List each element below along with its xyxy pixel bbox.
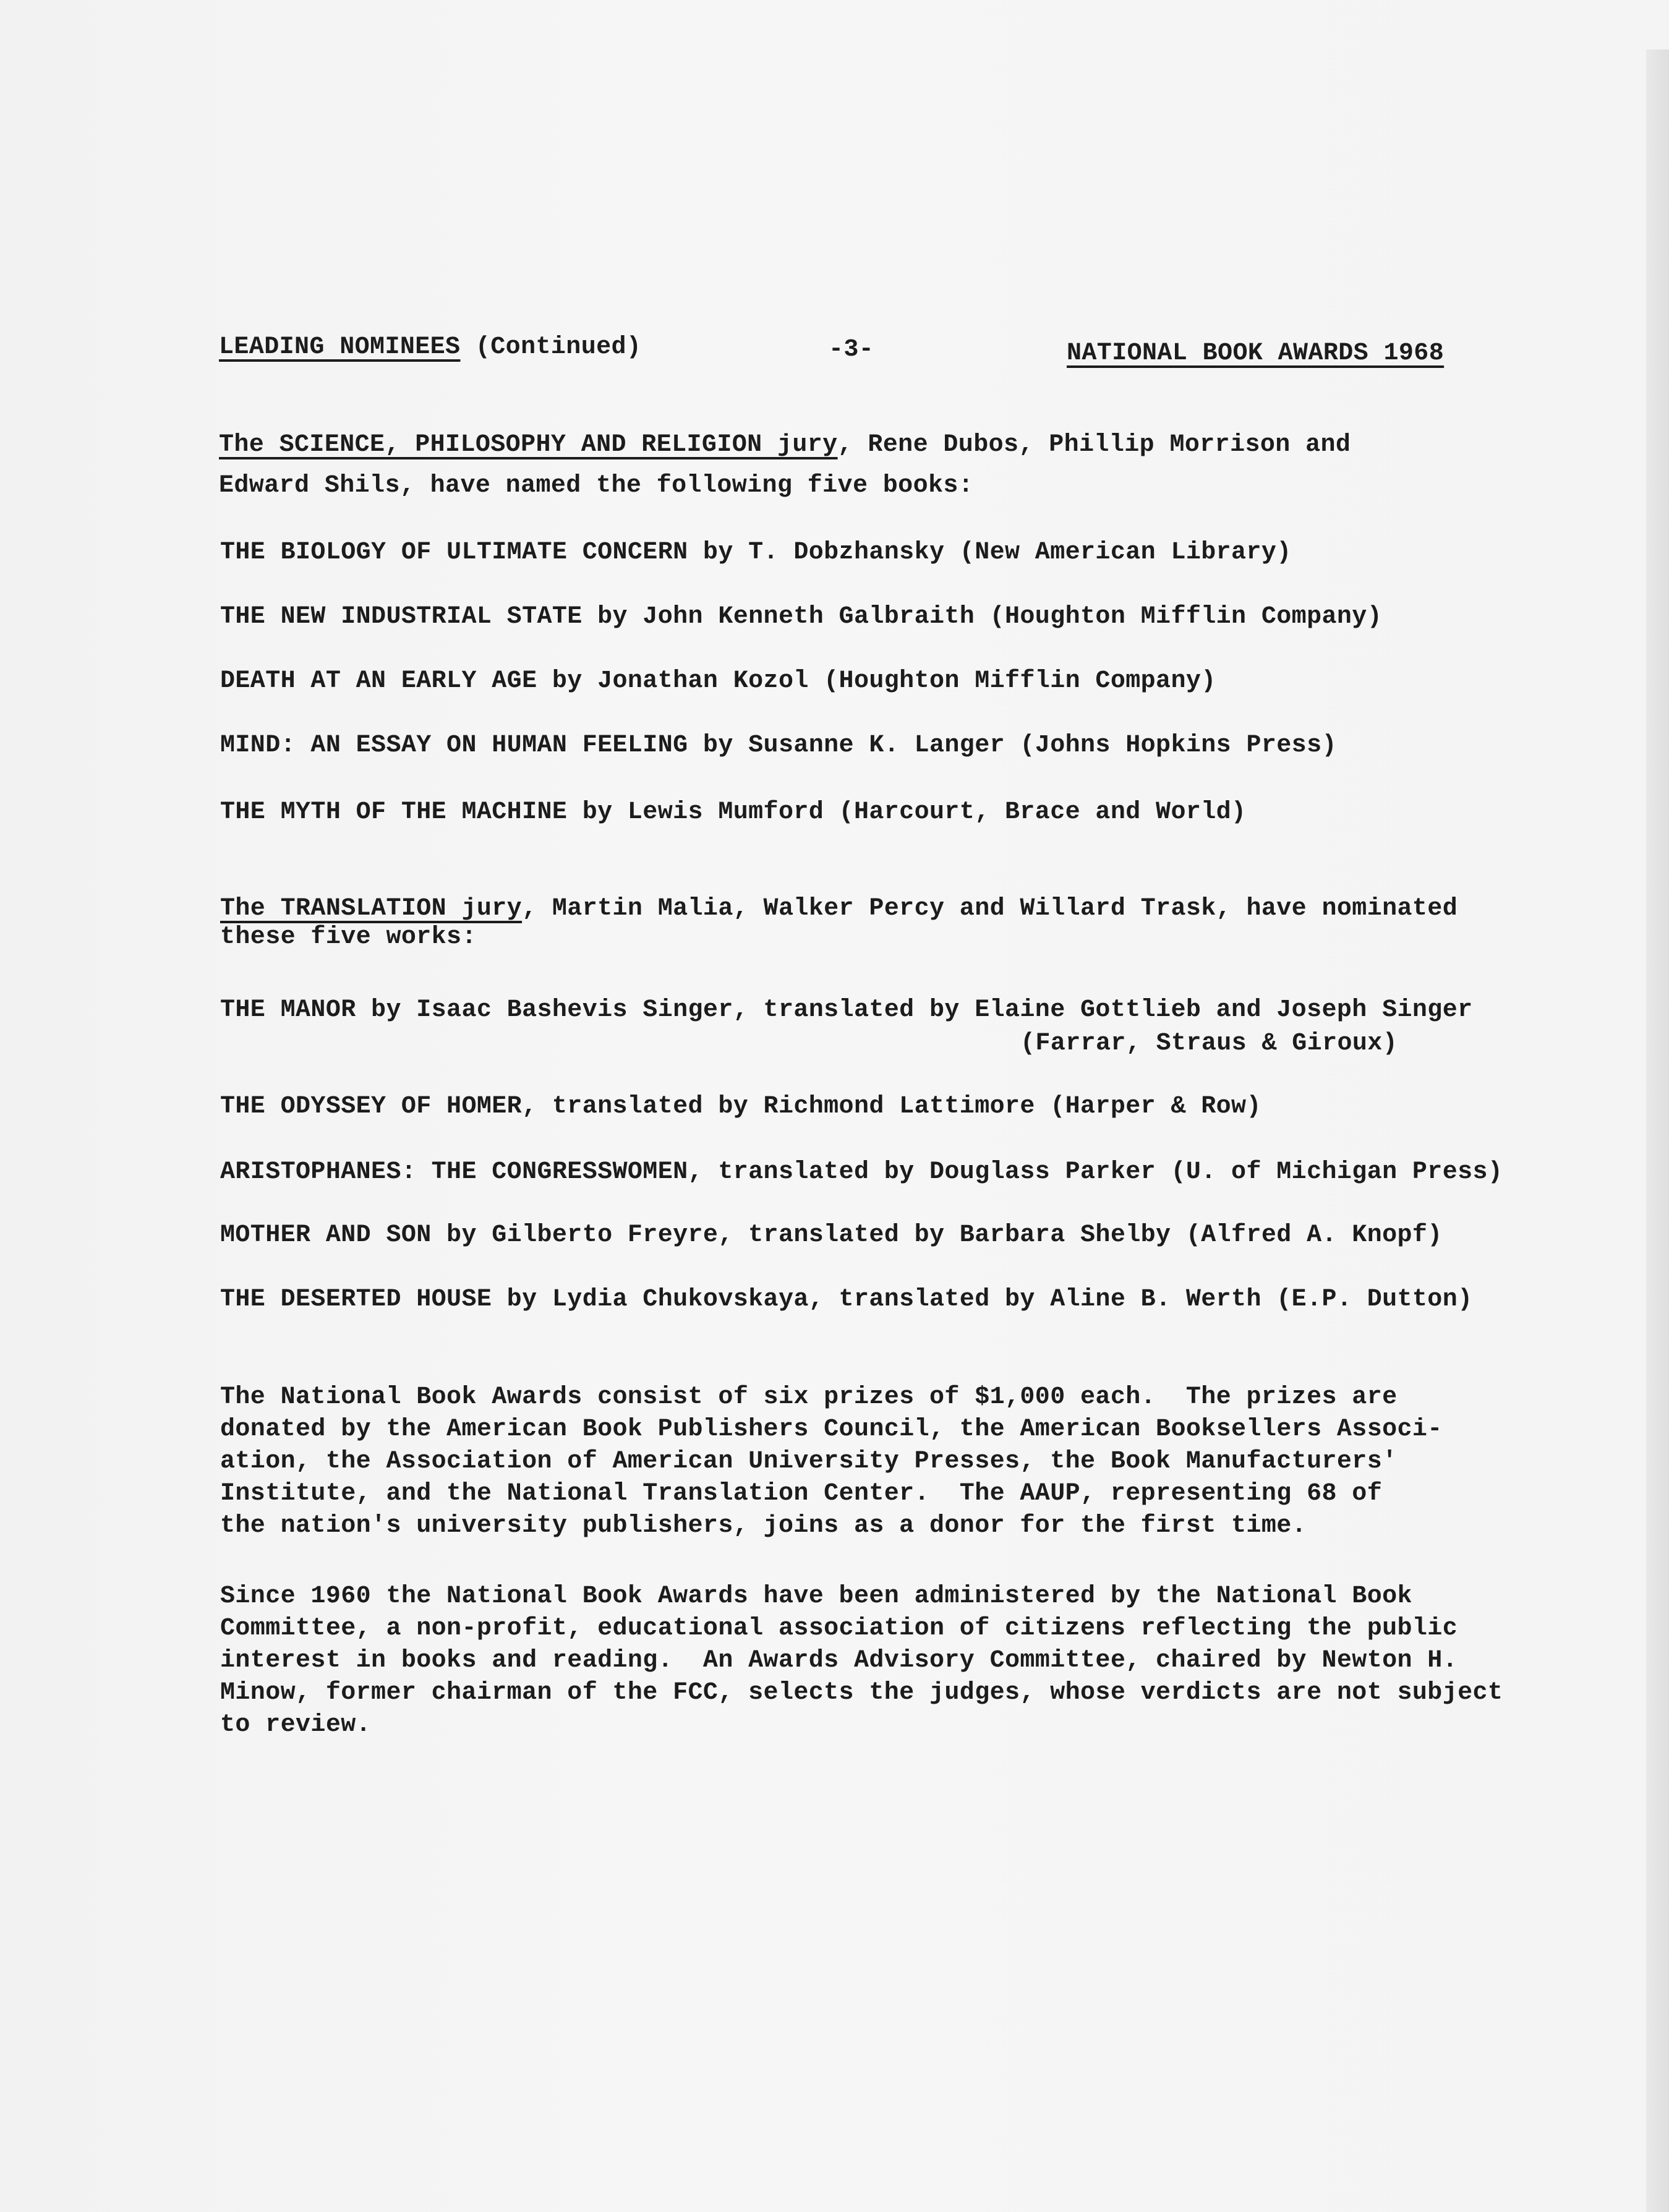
committee-line-3: interest in books and reading. An Awards Advisory Committee, chaired by Newton H. [220,1647,1458,1675]
science-intro-line2: Edward Shils, have named the following five books: [219,472,974,500]
science-book-2: THE NEW INDUSTRIAL STATE by John Kenneth Galbraith (Houghton Mifflin Company) [220,603,1383,631]
translation-book-1-publisher: (Farrar, Straus & Giroux) [1020,1030,1398,1057]
science-book-3: DEATH AT AN EARLY AGE by Jonathan Kozol (Houghton Mifflin Company) [220,667,1216,695]
awards-line-5: the nation's university publishers, joins as a donor for the first time. [220,1512,1307,1540]
translation-book-2: THE ODYSSEY OF HOMER, translated by Richmond Lattimore (Harper & Row) [220,1093,1261,1121]
committee-line-1: Since 1960 the National Book Awards have been administered by the National Book [220,1582,1412,1610]
translation-jury-members: , Martin Malia, Walker Percy and Willard Trask, have nominated [522,895,1458,923]
science-jury-members: , Rene Dubos, Phillip Morrison and [837,431,1351,459]
science-book-1: THE BIOLOGY OF ULTIMATE CONCERN by T. Dobzhansky (New American Library) [220,539,1292,566]
translation-book-5: THE DESERTED HOUSE by Lydia Chukovskaya, translated by Aline B. Werth (E.P. Dutton) [220,1286,1473,1313]
header-right-title: NATIONAL BOOK AWARDS 1968 [1067,339,1445,367]
translation-jury-label: The TRANSLATION jury [220,895,523,923]
page-edge-shadow [1646,49,1669,2212]
awards-paragraph [220,1381,1618,1542]
committee-paragraph [220,1581,1618,1741]
awards-line-1: The National Book Awards consist of six prizes of $1,000 each. The prizes are [220,1383,1398,1411]
science-jury-label: The SCIENCE, PHILOSOPHY AND RELIGION jury [219,431,838,459]
science-intro-line1 [219,429,1351,461]
header-left [219,331,641,364]
translation-intro-line1 [220,893,1458,925]
translation-book-1: THE MANOR by Isaac Bashevis Singer, translated by Elaine Gottlieb and Joseph Singer [220,996,1473,1024]
translation-intro-line2: these five works: [220,923,477,951]
header-left-label: LEADING NOMINEES [219,333,461,361]
header-left-suffix: (Continued) [460,333,642,361]
committee-line-5: to review. [220,1711,372,1739]
translation-book-4: MOTHER AND SON by Gilberto Freyre, translated by Barbara Shelby (Alfred A. Knopf) [220,1221,1443,1249]
awards-line-3: ation, the Association of American University Presses, the Book Manufacturers' [220,1448,1398,1475]
awards-line-4: Institute, and the National Translation Center. The AAUP, representing 68 of [220,1480,1383,1508]
science-book-4: MIND: AN ESSAY ON HUMAN FEELING by Susanne K. Langer (Johns Hopkins Press) [220,732,1337,759]
science-book-5: THE MYTH OF THE MACHINE by Lewis Mumford (Harcourt, Brace and World) [220,798,1247,826]
awards-line-2: donated by the American Book Publishers Council, the American Booksellers Associ- [220,1416,1443,1443]
committee-line-2: Committee, a non-profit, educational association of citizens reflecting the public [220,1615,1458,1642]
translation-book-3: ARISTOPHANES: THE CONGRESSWOMEN, translated by Douglass Parker (U. of Michigan Press) [220,1158,1503,1186]
page-number: -3- [829,336,874,364]
committee-line-4: Minow, former chairman of the FCC, selects the judges, whose verdicts are not subject [220,1679,1503,1707]
